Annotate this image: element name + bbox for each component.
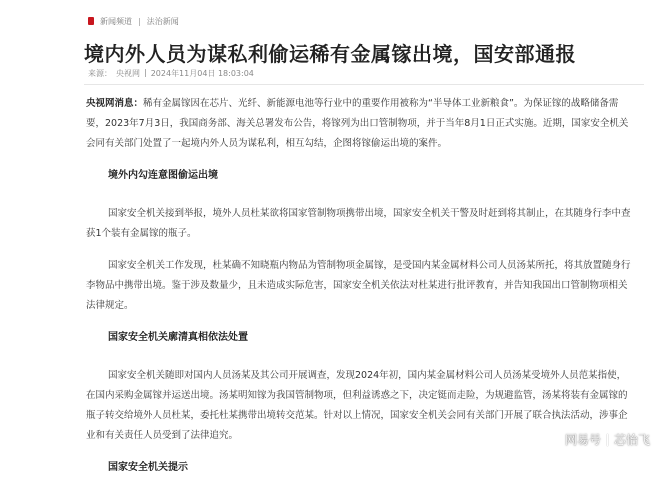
title-divider xyxy=(84,84,644,85)
paragraph-2: 国家安全机关工作发现，杜某确不知晓瓶内物品为管制物项金属镓，是受国内某金属材料公司人员汤某所托，将其放置随身行李物品中携带出境。鉴于涉及数量少，且未造成实际危害，国家安全机关依法对杜某进行批评教育，并告知我国出口管制物项相关法律规定。 xyxy=(86,260,631,311)
paragraph-3: 国家安全机关随即对国内人员汤某及其公司开展调查，发现2024年初，国内某金属材料公司人员汤某受境外人员范某指使，在国内采购金属镓并运送出境。汤某明知镓为我国管制物项，但利益诱惑之下，决定铤而走险，为规避监管，汤某将装有金属镓的瓶子转交给境外人员杜某，委托杜某携带出境转交范某。针对以上情况，国家安全机关会同有关部门开展了联合执法活动，涉事企业和有关责任人员受到了法律追究。 xyxy=(86,370,628,441)
meta-separator: | xyxy=(144,68,147,77)
meta-source: 央视网 xyxy=(116,69,140,78)
watermark xyxy=(565,431,650,448)
breadcrumb xyxy=(88,14,179,28)
lead-paragraph xyxy=(86,94,634,154)
watermark-author: 芯怡飞 xyxy=(613,433,650,447)
breadcrumb-section[interactable]: 法治新闻 xyxy=(146,16,179,26)
meta-time: 2024年11月04日 18:03:04 xyxy=(150,69,254,78)
lead-text: 稀有金属镓因在芯片、光纤、新能源电池等行业中的重要作用被称为“半导体工业新粮食”。为保证镓的战略储备需要，2023年7月3日，我国商务部、海关总署发布公告，将镓列为出口管制物项，并于当年8月1日正式实施。近期，国家安全机关会同有关部门处置了一起境内外人员为谋私利，相互勾结，企图将镓偷运出境的案件。 xyxy=(86,98,629,149)
article-body xyxy=(86,94,634,496)
watermark-divider xyxy=(607,434,608,446)
section-heading-1: 境外内勾连意图偷运出境 xyxy=(108,170,218,181)
breadcrumb-home[interactable]: 新闻频道 xyxy=(100,16,132,26)
watermark-platform: 网易号 xyxy=(564,433,601,447)
article-title: 境内外人员为谋私利偷运稀有金属镓出境，国安部通报 xyxy=(84,42,576,66)
lead-label: 央视网消息： xyxy=(86,98,144,109)
section-heading-2: 国家安全机关廓清真相依法处置 xyxy=(108,332,248,343)
meta-source-label: 来源： xyxy=(88,69,112,78)
section-heading-3: 国家安全机关提示 xyxy=(108,462,188,473)
breadcrumb-separator: | xyxy=(138,16,141,26)
paragraph-1: 国家安全机关接到举报，境外人员杜某欲将国家管制物项携带出境，国家安全机关干警及时赶到将其制止，在其随身行李中查获1个装有金属镓的瓶子。 xyxy=(86,208,631,239)
home-icon xyxy=(88,17,94,25)
article-meta xyxy=(88,68,254,79)
